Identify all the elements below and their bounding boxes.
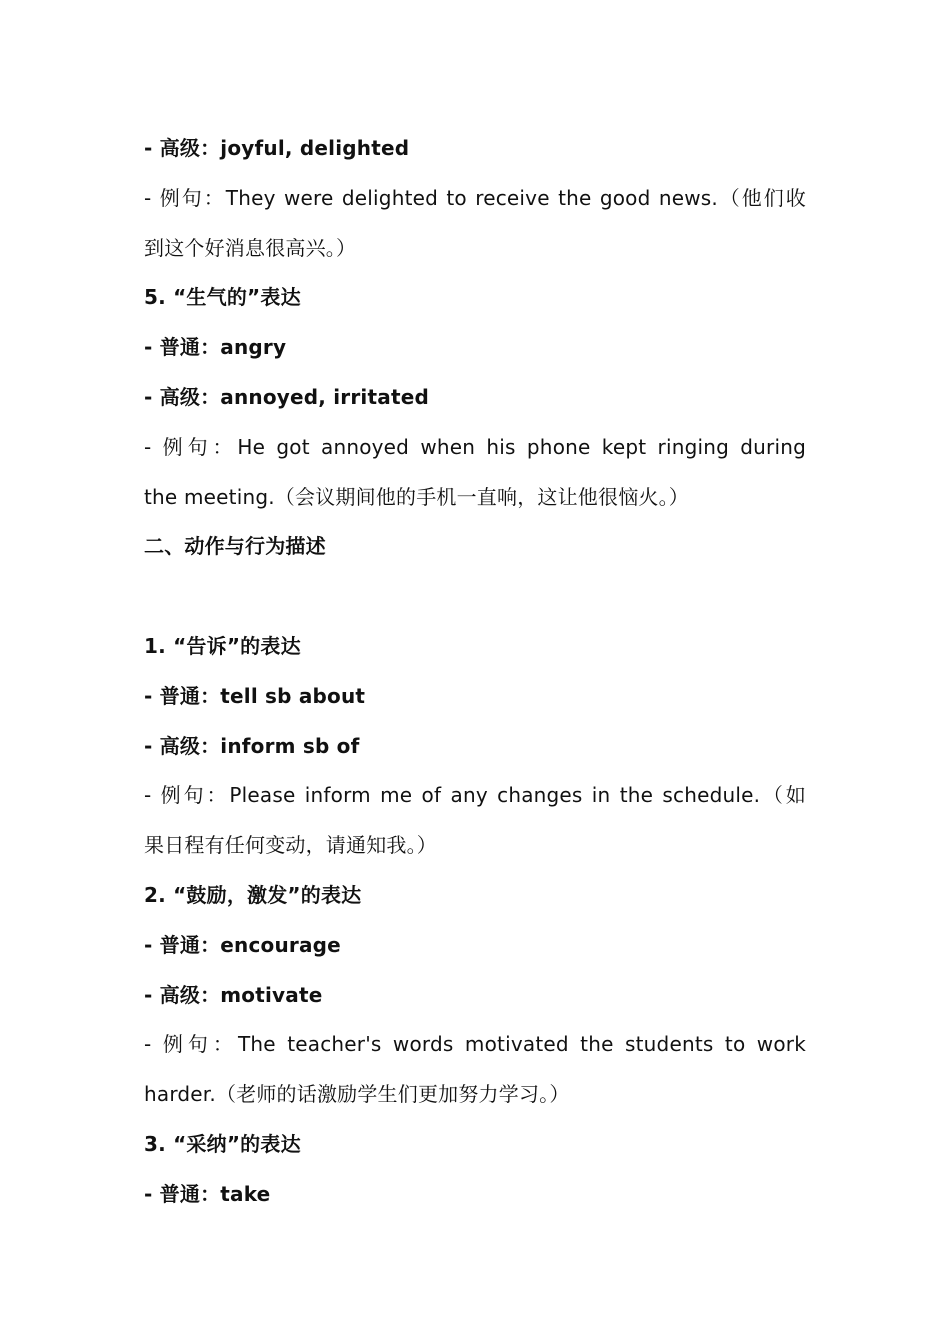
section-heading-angry: 5. “生气的”表达: [144, 285, 301, 310]
advanced-expression-joyful: - 高级：joyful, delighted: [144, 136, 410, 160]
advanced-expression-motivate: - 高级：motivate: [144, 982, 323, 1007]
advanced-expression-inform: - 高级：inform sb of: [144, 733, 360, 758]
section-heading-tell: 1. “告诉”的表达: [144, 633, 301, 658]
common-expression-angry: - 普通：angry: [144, 335, 287, 360]
blank-line: [144, 572, 806, 622]
example-sentence-motivate-cont: harder.（老师的话激励学生们更加努力学习。）: [144, 1082, 570, 1107]
advanced-expression-annoyed: - 高级：annoyed, irritated: [144, 384, 429, 409]
example-sentence-inform-cont: 果日程有任何变动，请通知我。）: [144, 833, 437, 858]
common-expression-encourage: - 普通：encourage: [144, 932, 341, 957]
example-sentence-annoyed-cont: the meeting.（会议期间他的手机一直响，这让他很恼火。）: [144, 484, 689, 509]
example-sentence-motivate: - 例句：The teacher's words motivated the students to work: [144, 1032, 806, 1057]
section-heading-encourage: 2. “鼓励，激发”的表达: [144, 882, 362, 907]
document-page: [144, 124, 806, 1220]
example-sentence-inform: - 例句：Please inform me of any changes in the schedule.（如: [144, 783, 806, 808]
chapter-heading-actions: 二、动作与行为描述: [144, 534, 326, 559]
example-sentence-delighted: - 例句：They were delighted to receive the good news.（他们收: [144, 185, 806, 210]
section-heading-adopt: 3. “采纳”的表达: [144, 1131, 301, 1156]
example-sentence-annoyed: - 例句：He got annoyed when his phone kept ringing during: [144, 434, 806, 459]
example-sentence-delighted-cont: 到这个好消息很高兴。）: [144, 235, 357, 260]
common-expression-take: - 普通：take: [144, 1181, 271, 1206]
common-expression-tell: - 普通：tell sb about: [144, 683, 366, 708]
